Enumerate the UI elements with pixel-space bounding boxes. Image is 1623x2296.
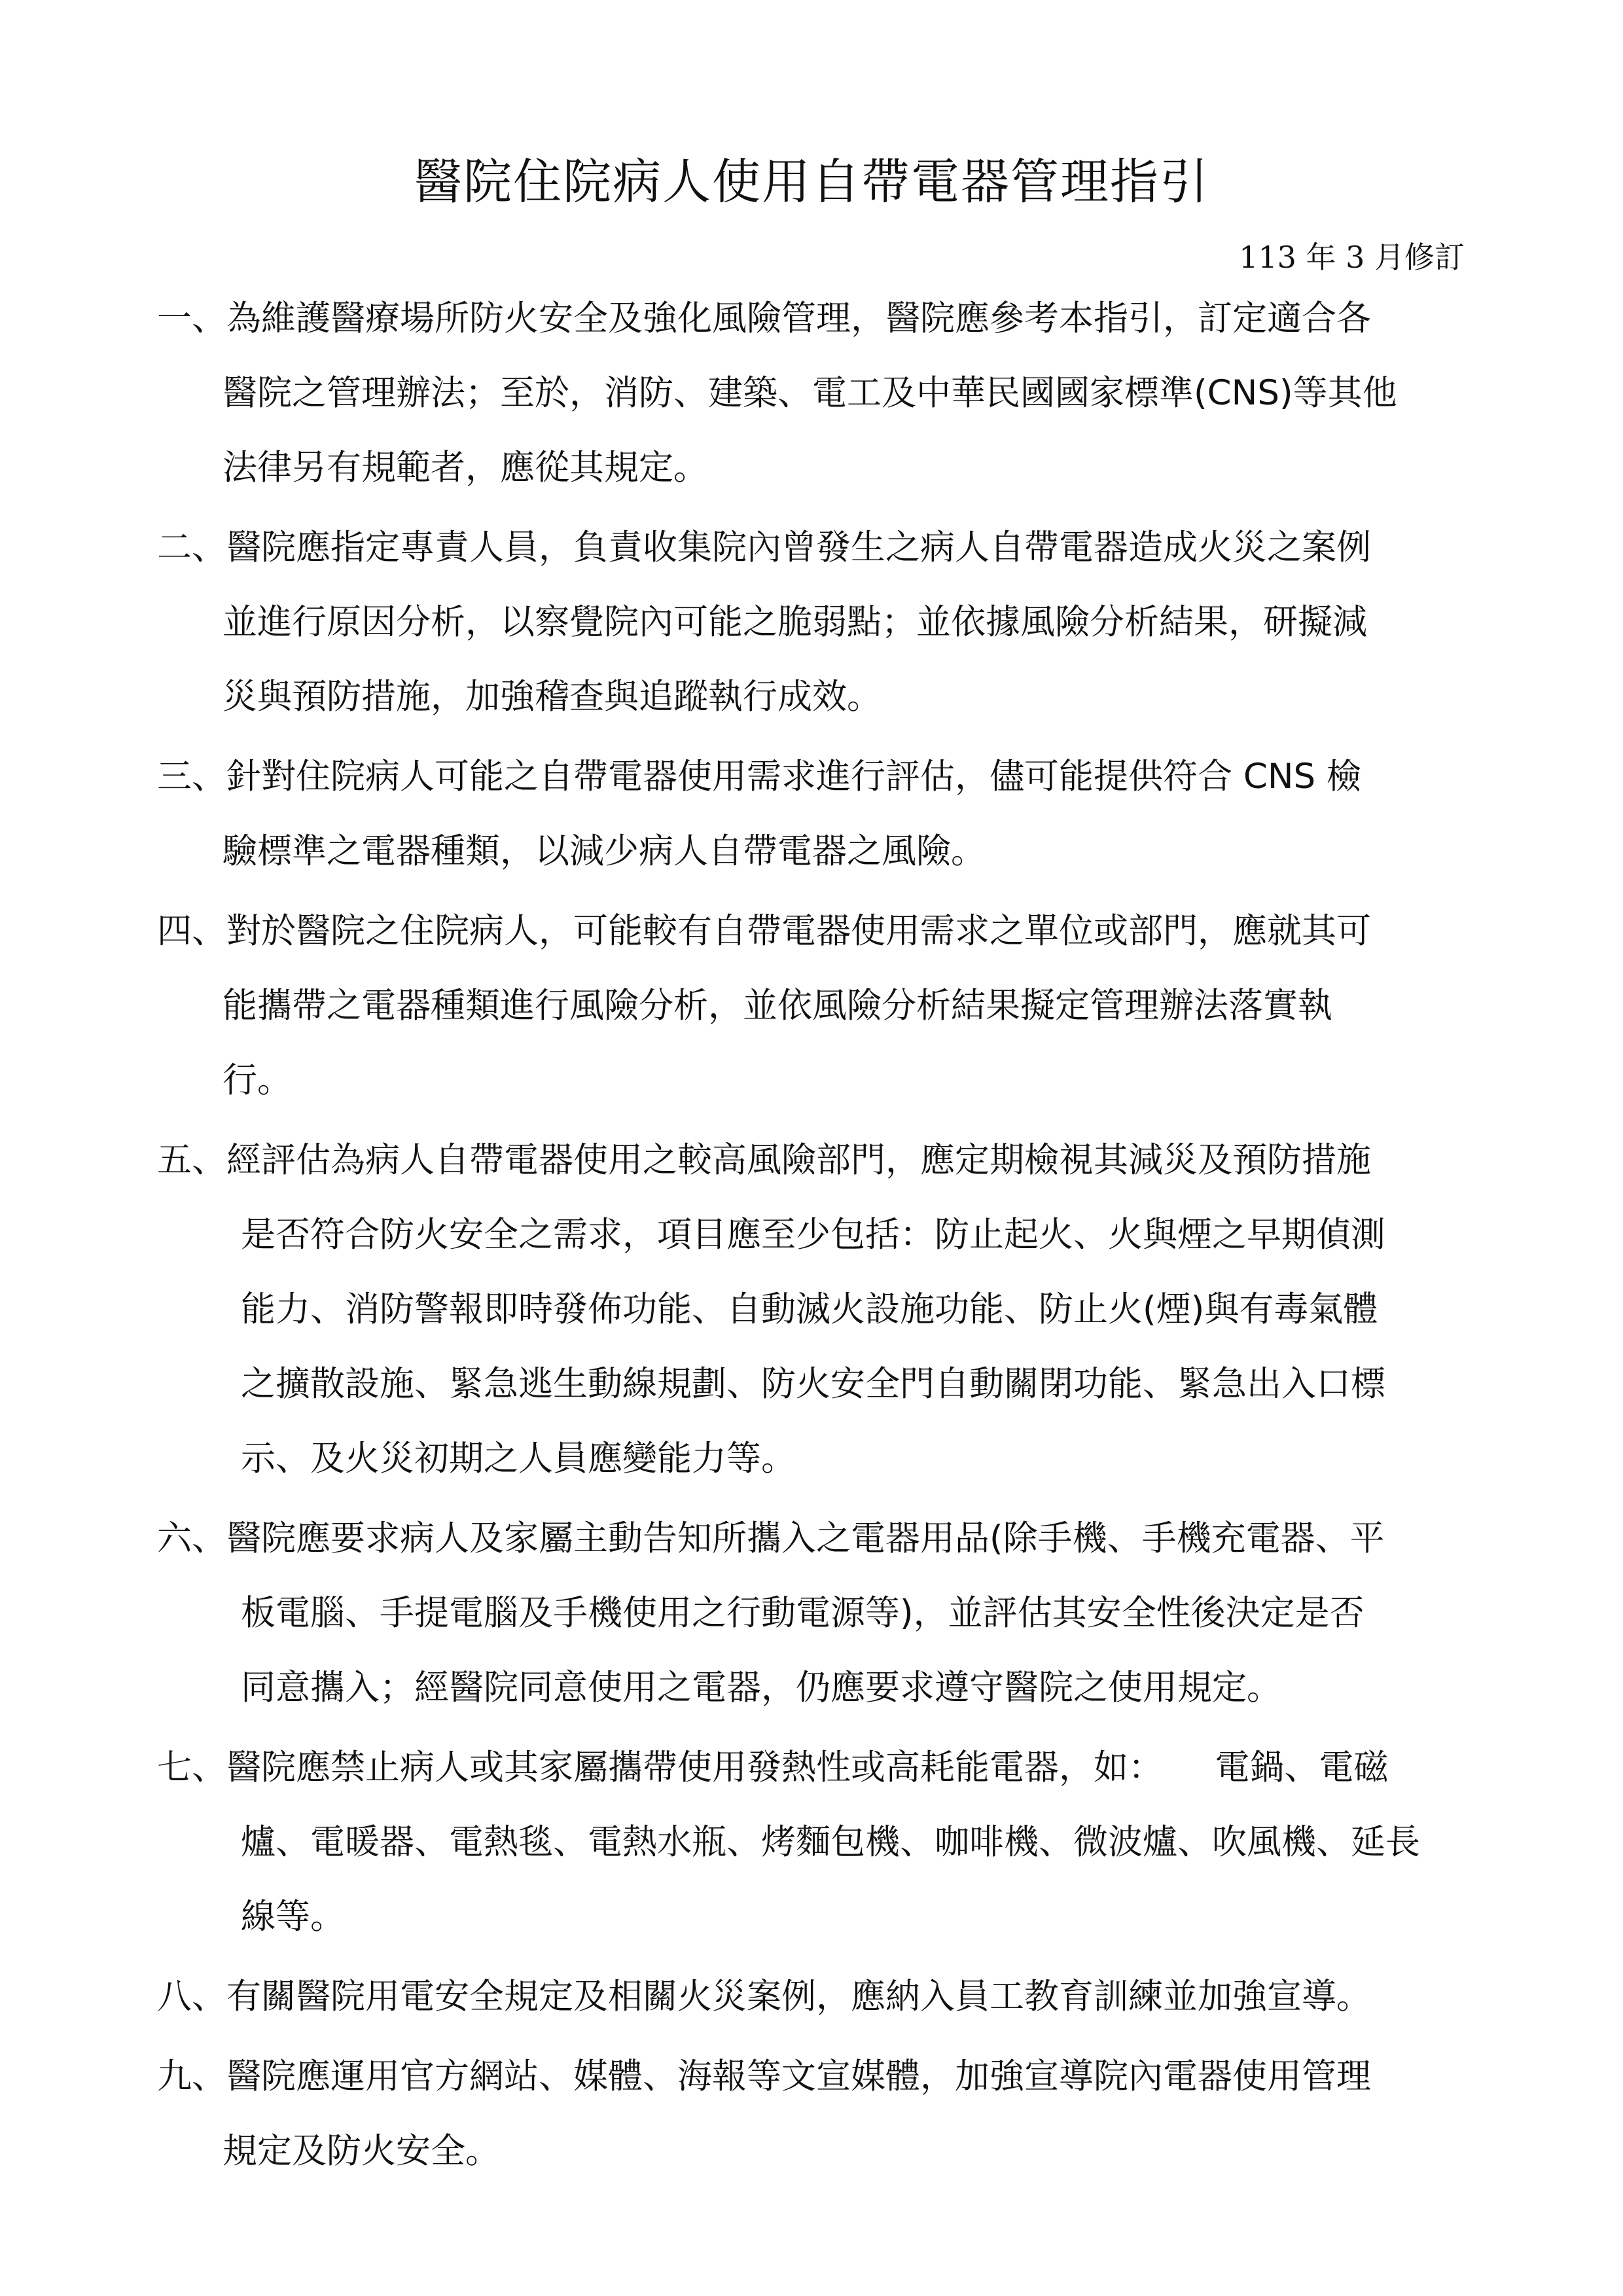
item-line: 一、為維護醫療場所防火安全及強化風險管理，醫院應參考本指引，訂定適合各 [157,298,1371,338]
item-line: 並進行原因分析，以察覺院內可能之脆弱點；並依據風險分析結果，研擬減 [223,602,1367,642]
item-line: 之擴散設施、緊急逃生動線規劃、防火安全門自動關閉功能、緊急出入口標 [241,1364,1385,1404]
item-line: 醫院之管理辦法；至於，消防、建築、電工及中華民國國家標準(CNS)等其他 [223,373,1397,413]
item-line: 示、及火災初期之人員應變能力等。 [241,1439,796,1479]
item-line: 爐、電暖器、電熱毯、電熱水瓶、烤麵包機、咖啡機、微波爐、吹風機、延長 [241,1822,1420,1862]
item-line: 驗標準之電器種類，以減少病人自帶電器之風險。 [223,831,986,871]
item-line: 規定及防火安全。 [223,2131,500,2171]
item-line: 同意攜入；經醫院同意使用之電器，仍應要求遵守醫院之使用規定。 [241,1668,1281,1708]
item-line: 線等。 [241,1897,345,1937]
item-line: 行。 [223,1060,292,1100]
item-line: 八、有關醫院用電安全規定及相關火災案例，應納入員工教育訓練並加強宣導。 [157,1977,1371,2017]
guideline-item [157,2039,1472,2189]
document-title: 醫院住院病人使用自帶電器管理指引 [414,154,1209,210]
item-line: 六、醫院應要求病人及家屬主動告知所攜入之電器用品(除手機、手機充電器、平 [157,1518,1385,1558]
guideline-item [157,1731,1472,1954]
item-line: 三、針對住院病人可能之自帶電器使用需求進行評估，儘可能提供符合 CNS 檢 [157,757,1361,797]
guideline-item [157,894,1472,1118]
item-line: 災與預防措施，加強稽查與追蹤執行成效。 [223,677,882,717]
item-line: 是否符合防火安全之需求，項目應至少包括：防止起火、火與煙之早期偵測 [241,1215,1385,1255]
item-line: 法律另有規範者，應從其規定。 [223,448,708,488]
guideline-item [157,1501,1472,1725]
item-line: 能力、消防警報即時發佈功能、自動滅火設施功能、防止火(煙)與有毒氣體 [241,1289,1378,1329]
guideline-list [157,281,1472,2194]
item-line: 能攜帶之電器種類進行風險分析，並依風險分析結果擬定管理辦法落實執 [223,986,1332,1026]
item-line: 二、醫院應指定專責人員，負責收集院內曾發生之病人自帶電器造成火災之案例 [157,528,1371,567]
revision-date: 113 年 3 月修訂 [1239,240,1465,275]
item-line: 板電腦、手提電腦及手機使用之行動電源等)，並評估其安全性後決定是否 [241,1593,1364,1633]
guideline-item [157,1123,1472,1496]
item-line: 四、對於醫院之住院病人，可能較有自帶電器使用需求之單位或部門，應就其可 [157,911,1371,951]
guideline-item [157,511,1472,734]
item-line: 五、經評估為病人自帶電器使用之較高風險部門，應定期檢視其減災及預防措施 [157,1140,1371,1180]
guideline-item [157,740,1472,889]
item-line: 七、醫院應禁止病人或其家屬攜帶使用發熱性或高耗能電器，如： 電鍋、電磁 [157,1748,1389,1787]
item-line: 九、醫院應運用官方網站、媒體、海報等文宣媒體，加強宣導院內電器使用管理 [157,2056,1371,2096]
guideline-item [157,281,1472,505]
guideline-item [157,1960,1472,2034]
